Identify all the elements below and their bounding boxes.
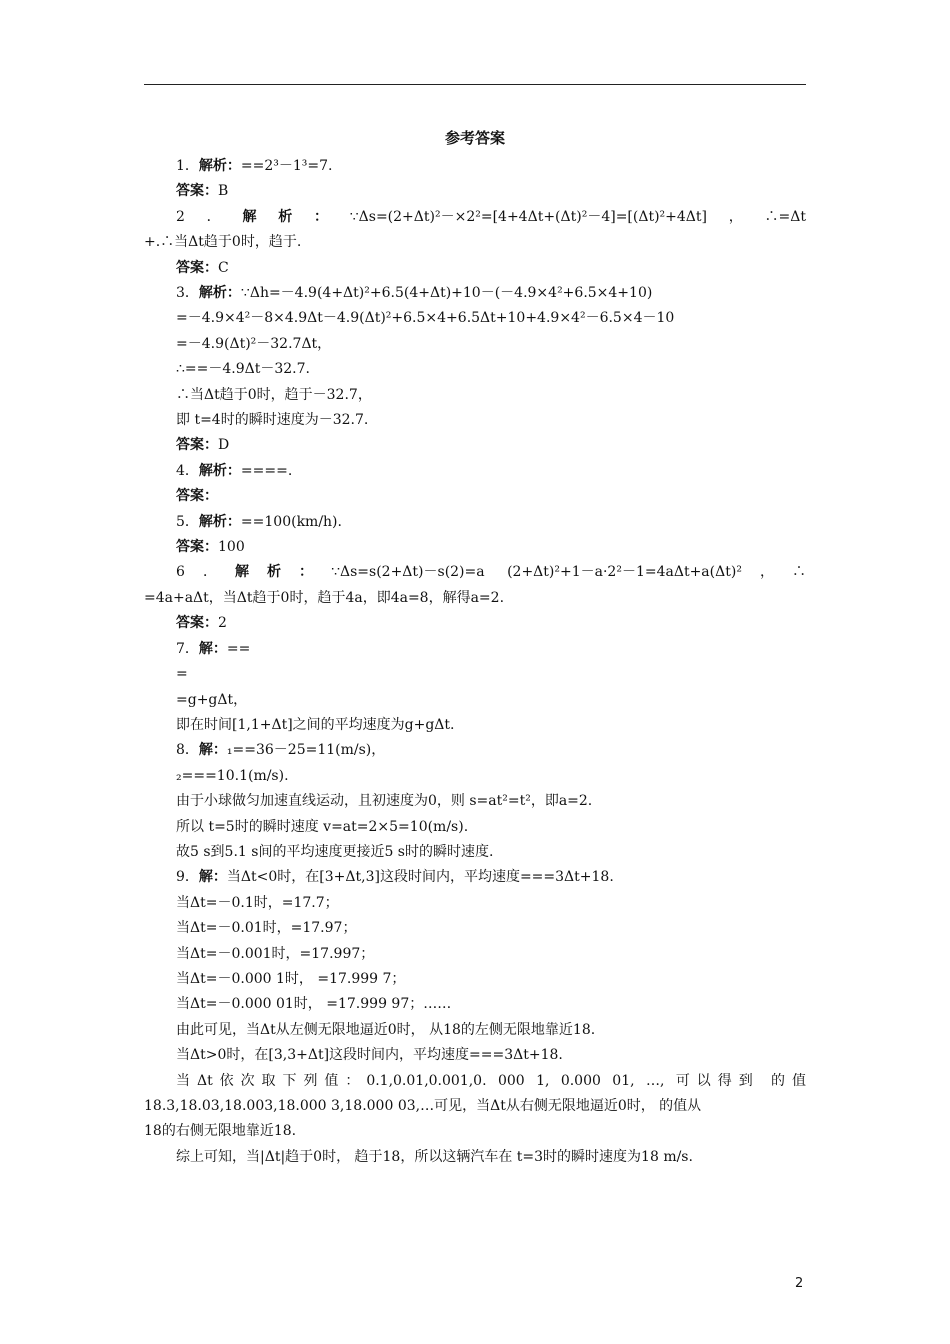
answer-text: 当Δt=－0.1时，=17.7；	[176, 894, 339, 911]
answer-line	[144, 459, 806, 484]
answer-text: D	[218, 437, 230, 454]
answer-line	[144, 662, 806, 687]
answer-label: 答案：	[176, 183, 218, 200]
answer-line	[144, 967, 806, 992]
answer-line	[144, 789, 806, 814]
page-title: 参考答案	[444, 129, 505, 147]
answer-text: 100	[218, 539, 245, 556]
answer-line	[144, 484, 806, 509]
answer-line	[144, 332, 806, 357]
question-number: 8．	[176, 742, 199, 759]
answer-text: ₁==36－25=11(m/s)，	[226, 742, 386, 759]
answer-text: ∵Δs=(2+Δt)²－×2²=[4+4Δt+(Δt)²－4]=[(Δt)²+4Δt]，∴=Δt	[349, 208, 806, 225]
answer-text: 当Δt<0时，在[3+Δt,3]这段时间内，平均速度===3Δt+18.	[226, 869, 614, 886]
answer-line	[144, 433, 806, 458]
answer-text: 即在时间[1,1+Δt]之间的平均速度为g+gΔt.	[176, 716, 455, 733]
answer-text: ₂===10.1(m/s).	[176, 767, 289, 784]
question-number: 9．	[176, 869, 199, 886]
answer-text: =－4.9×4²－8×4.9Δt－4.9(Δt)²+6.5×4+6.5Δt+10+4.9×4²－6.5×4－10	[176, 310, 675, 327]
answer-line	[144, 1018, 806, 1043]
answer-line	[144, 306, 806, 331]
answer-text: 综上可知，当|Δt|趋于0时， 趋于18，所以这辆汽车在 t=3时的瞬时速度为18 m/s.	[176, 1148, 693, 1165]
answer-line	[144, 1043, 806, 1068]
answer-text: 2	[218, 615, 227, 632]
answer-text: 所以 t=5时的瞬时速度 v=at=2×5=10(m/s).	[176, 818, 469, 835]
answer-label: 解析：	[242, 208, 350, 225]
answer-line	[144, 865, 806, 890]
answer-text: B	[218, 183, 229, 200]
answer-text: 故5 s到5.1 s间的平均速度更接近5 s时的瞬时速度.	[176, 843, 494, 860]
answer-label: 解：	[198, 869, 227, 886]
answer-text: ==	[226, 640, 251, 657]
answer-line	[144, 1094, 806, 1119]
answer-text: 当Δt=－0.01时，=17.97；	[176, 920, 357, 937]
answer-text: ==100(km/h).	[240, 513, 342, 530]
answer-label: 答案：	[176, 615, 218, 632]
answer-text: ∴当Δt趋于0时，趋于－32.7，	[176, 386, 372, 403]
answer-text: 当Δt=－0.000 1时， =17.999 7；	[176, 970, 406, 987]
answer-label: 解析：	[198, 285, 241, 302]
answer-line	[144, 357, 806, 382]
answer-label: 解析：	[198, 158, 241, 174]
question-number: 4．	[176, 462, 199, 479]
answer-line	[144, 560, 806, 585]
answer-line	[144, 179, 806, 204]
answer-text: 当Δt>0时，在[3,3+Δt]这段时间内，平均速度===3Δt+18.	[176, 1047, 563, 1064]
answer-line	[144, 154, 806, 179]
answer-line	[144, 408, 806, 433]
answer-line	[144, 1119, 806, 1144]
answer-text: 当Δt=－0.000 01时， =17.999 97；……	[176, 996, 452, 1013]
answer-text: C	[218, 259, 229, 276]
answer-text: ==2³－1³=7.	[240, 158, 333, 174]
answer-text: =4a+aΔt，当Δt趋于0时，趋于4a，即4a=8，解得a=2.	[144, 589, 505, 606]
answer-line	[144, 510, 806, 535]
answer-line	[144, 942, 806, 967]
question-number: 1．	[176, 158, 199, 174]
answer-text: +.∴当Δt趋于0时，趋于.	[144, 234, 302, 251]
answer-line	[144, 840, 806, 865]
answer-text: ====.	[240, 462, 293, 479]
question-number: 7．	[176, 640, 199, 657]
answer-text: ∵Δs=s(2+Δt)－s(2)=a (2+Δt)²+1－a·2²－1=4aΔt+a(Δt)²，∴	[331, 564, 806, 581]
question-number: 5．	[176, 513, 199, 530]
answer-line	[144, 586, 806, 611]
answer-label: 解：	[198, 742, 227, 759]
answer-line	[144, 1145, 806, 1170]
answer-line	[144, 535, 806, 560]
answer-line	[144, 764, 806, 789]
question-number: 2．	[176, 208, 243, 225]
answer-line	[144, 281, 806, 306]
answer-line	[144, 611, 806, 636]
answer-text: 18的右侧无限地靠近18.	[144, 1123, 297, 1140]
answer-text: 由于小球做匀加速直线运动，且初速度为0，则 s=at²=t²，即a=2.	[176, 793, 593, 810]
answer-line	[144, 383, 806, 408]
answer-line	[144, 916, 806, 941]
answer-label: 解析：	[234, 564, 332, 581]
answer-line	[144, 992, 806, 1017]
answer-label: 解析：	[198, 462, 241, 479]
answer-text: 由此可见，当Δt从左侧无限地逼近0时， 从18的左侧无限地靠近18.	[176, 1021, 596, 1038]
answer-text: ∴==－4.9Δt－32.7.	[176, 361, 310, 378]
answer-label: 答案：	[176, 488, 218, 505]
answer-line	[144, 205, 806, 230]
answer-line	[144, 637, 806, 662]
answer-text: 当Δt=－0.001时，=17.997；	[176, 945, 375, 962]
answer-label: 解析：	[198, 513, 241, 530]
answer-text: ∵Δh=－4.9(4+Δt)²+6.5(4+Δt)+10－(－4.9×4²+6.5×4+10)	[240, 285, 653, 302]
answer-label: 答案：	[176, 259, 218, 276]
answer-text: 即 t=4时的瞬时速度为－32.7.	[176, 412, 369, 429]
answer-line	[144, 688, 806, 713]
answer-body	[144, 154, 806, 1170]
answer-text: =	[176, 666, 188, 683]
answer-line	[144, 815, 806, 840]
answer-line	[144, 256, 806, 281]
answer-text: =g+gΔt，	[176, 691, 248, 708]
answer-line	[144, 891, 806, 916]
page-number: 2	[795, 1276, 804, 1291]
answer-label: 答案：	[176, 437, 218, 454]
answer-line	[144, 713, 806, 738]
answer-line	[144, 1069, 806, 1094]
question-number: 3．	[176, 285, 199, 302]
answer-text: =－4.9(Δt)²－32.7Δt，	[176, 335, 332, 352]
answer-line	[144, 738, 806, 763]
header-rule	[144, 84, 806, 85]
answer-label: 解：	[198, 640, 227, 657]
answer-label: 答案：	[176, 539, 218, 556]
answer-text: 当Δt依次取下列值：0.1,0.01,0.001,0. 000 1, 0.000 01, …, 可以得到 的值	[176, 1072, 806, 1089]
question-number: 6．	[176, 564, 235, 581]
answer-line	[144, 230, 806, 255]
answer-text: 18.3,18.03,18.003,18.000 3,18.000 03,…可见，当Δt从右侧无限地逼近0时， 的值从	[144, 1097, 702, 1114]
